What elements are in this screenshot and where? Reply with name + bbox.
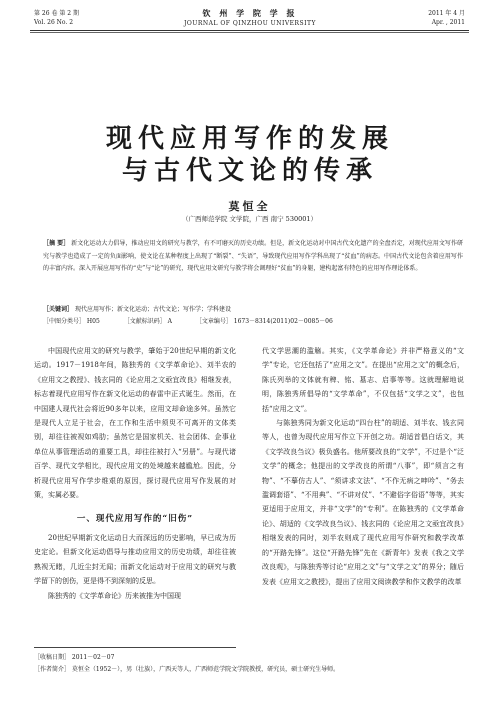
article-title-line-1: 现代应用写作的发展: [105, 124, 394, 154]
paragraph: 与陈独秀同为新文化运动“四台柱”的胡适、刘半农、钱玄同等人，也曾为现代应用写作立下开创之功。胡适首倡白话文，其《文学改良刍议》极负盛名。他所要改良的“文学”，不过是个“泛文学”的概念；他提出的文学改良的所谓“八事”，即“须言之有物”、“不摹仿古人”、“须讲求文法”、“不作无病之呻吟”、“务去滥调套语”、“不用典”、“不讲对仗”、“不避俗字俗语”等等，其实更适用于应用文，并非“文学”的“专利”。在陈独秀的《文学革命论》、胡适的《文学改良刍议》、钱玄同的《论应用之文亟宜改良》相继发表的同时，刘半农则成了现代应用写作研究和教学改革的“开路先锋”。这位“开路先锋”先在《新青年》发表《我之文学改良观》，与陈独秀等讨论“应用之文”与“文学之文”的界分；随后发表《应用文之教授》，提出了应用文阅读教学和作文教学的改革: [262, 419, 464, 586]
abstract-text: 新文化运动大力倡导，推动应用文的研究与教学，有不可磨灭的历史功绩。但是，新文化运动对中国古代文化遗产的全盘否定，对现代应用文写作研究与教学也造成了一定的负面影响，使文论在某种程度上出现了“断裂”、“失语”，导致现代应用写作学科出现了“贫血”的病态。中国古代文论包含着应用写作的丰富内容。深入开展应用写作的“史”与“论”的研究，现代应用文研究与教学将会调理好“贫血”的身躯，建构起富有特色的应用写作理论体系。: [43, 240, 463, 272]
keywords: [43, 304, 463, 313]
volume-cn: 第 26 卷 第 2 期: [34, 10, 79, 17]
abstract-label: ［摘 要］: [43, 240, 70, 247]
paragraph: 代文学思潮的滥觞。其实，《文学革命论》并非严格意义的“文学”专论，它还包括了“应用之文”。在提出“应用之文”的概念后，陈氏列举的文体就有稗、铭、墓志、启事等等。这就理解地说明，陈独秀所倡导的“文学革命”，不仅包括“文学之文”，也包括“应用之文”。: [262, 347, 464, 413]
classification-codes: [43, 316, 463, 325]
header-rule: [30, 30, 469, 31]
header-rule-thin: [30, 32, 469, 33]
document-code: ［文献标识码］ A: [123, 318, 172, 325]
journal-name-en: JOURNAL OF QINZHOU UNIVERSITY: [183, 20, 317, 27]
abstract: [43, 238, 463, 276]
paragraph: 陈独秀的《文学革命论》历来被推为中国现: [48, 591, 181, 600]
article-title-line-2: 与古代文论的传承: [121, 156, 378, 186]
body-column-right: [262, 344, 464, 589]
journal-date-info: [428, 9, 465, 27]
date-cn: 2011 年 4 月: [428, 10, 465, 17]
author-bio: ［作者简介］ 莫恒全（1952－），男（壮族），广西天等人，广西师范学院文学院教授，研究员，硕士研究生导师。: [34, 666, 340, 673]
journal-name: [130, 8, 370, 27]
clc-number: ［中图分类号］ H05: [43, 318, 100, 325]
keywords-text: 现代应用写作；新文化运动；古代文论；写作学；学科建设: [74, 306, 231, 313]
volume-en: Vol. 26 No. 2: [34, 19, 74, 26]
paragraph: 20世纪早期新文化运动日大而深远的历史影响，早已成为历史定论。但新文化运动倡导与推动应用文的历史功绩，却往往被熟视无睹，几近尘封无闻；而新文化运动对于应用文的研究与教学留下的创伤，更是得不到深刻的反思。: [34, 533, 236, 586]
journal-volume-info: [34, 9, 79, 27]
footnote-rule: [34, 647, 236, 648]
received-date: ［收稿日期］ 2011－02－07: [34, 654, 115, 661]
paragraph: 中国现代应用文的研究与教学，肇始于20世纪早期的新文化运动。1917－1918年间，陈独秀的《文学革命论》、刘半农的《应用文之教授》、钱玄同的《论应用之文亟宜改良》相继发表，标志着现代应用写作在新文化运动的春雷中正式诞生。然而，在中国建人现代社会将近90多年以来，应用文却命途多舛。虽然它是现代人立足于社会，在工作和生活中须臾不可离开的文体类别，却往往被视如鸡肋；虽然它是国家机关、社会团体、企事业单位从事管理活动的重要工具，却往往被打入“另册”。与现代诸百学、现代文学相比，现代应用文的处境越来越尴尬。因此，分析现代应用写作学步维艰的原因，探讨现代应用写作发展的对策，实属必要。: [34, 347, 236, 500]
author-affiliation: （广西师范学院 文学院，广西 南宁 530001）: [181, 215, 317, 223]
article-number: ［文章编号］ 1673－8314(2011)02－0085－06: [195, 318, 333, 325]
section-heading: 一、现代应用写作的“旧伤”: [76, 514, 194, 525]
author-name: 莫恒全: [228, 200, 271, 213]
journal-name-cn: 钦 州 学 院 学 报: [202, 8, 298, 18]
date-en: Apr. , 2011: [431, 19, 465, 26]
keywords-label: ［关键词］: [43, 306, 74, 313]
body-column-left: [34, 344, 236, 603]
